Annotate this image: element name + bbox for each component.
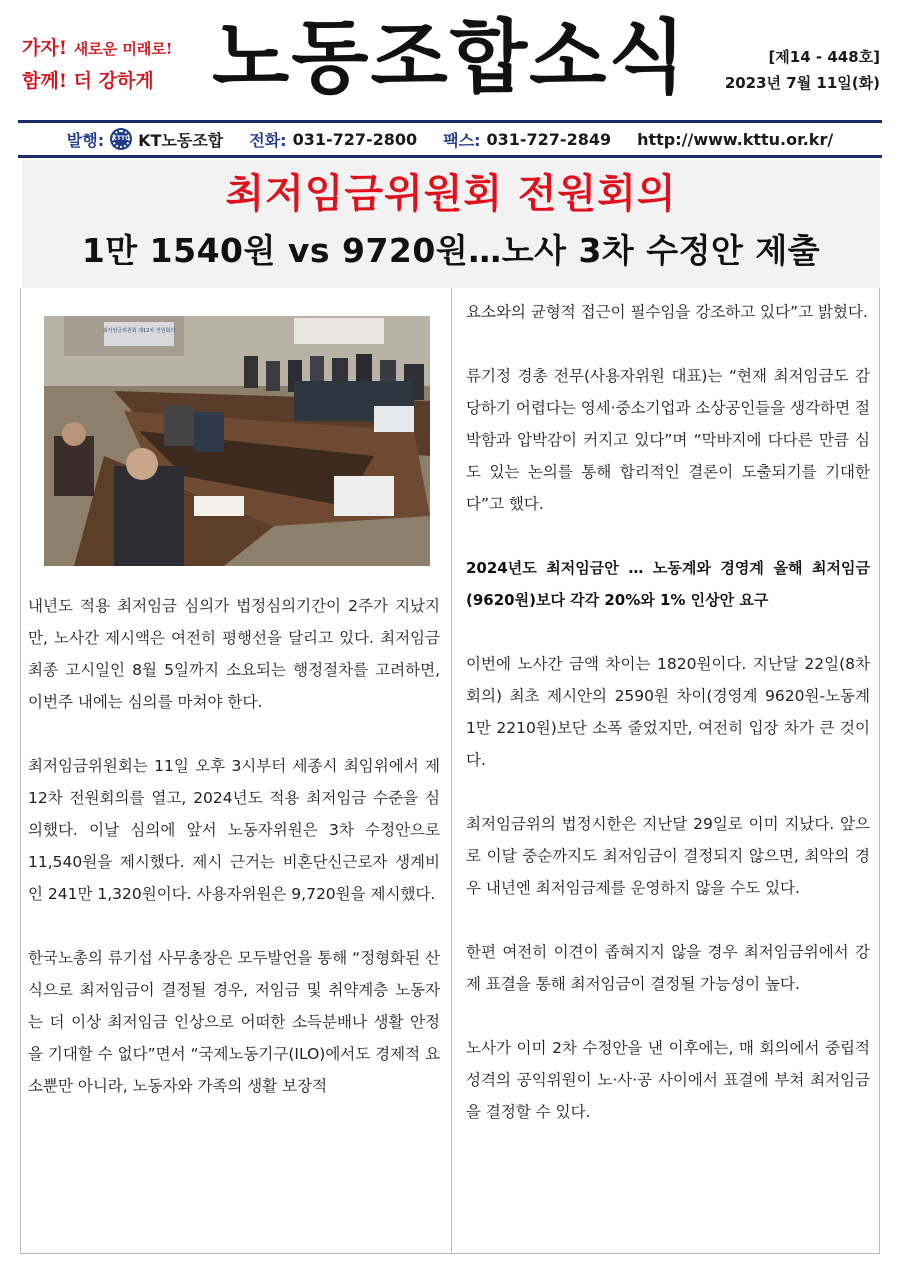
fax-number: 031-727-2849 bbox=[486, 129, 612, 149]
slogan bbox=[22, 32, 202, 97]
top-rule bbox=[18, 120, 882, 123]
slogan-line1-b: 새로운 미래로! bbox=[73, 40, 173, 58]
headline-box bbox=[22, 160, 880, 288]
photo-sign-text: 최저임금위원회 제12차 전원회의 bbox=[102, 328, 176, 334]
article-paragraph: 최저임금위원회는 11일 오후 3시부터 세종시 최임위에서 제12차 전원회의를 열고, 2024년도 적용 최저임금 수준을 심의했다. 이날 심의에 앞서 노동자위원은 3차 수정안으로 11,540원을 제시했다. 제시 근거는 비혼단신근로자 생계비인 241만 1,320원이다. 사용자위원은 9,720원을 제시했다. bbox=[28, 757, 440, 903]
phone-number: 031-727-2800 bbox=[292, 129, 418, 149]
kttu-logo-icon bbox=[110, 128, 132, 150]
article-paragraph: 최저임금위의 법정시한은 지난달 29일로 이미 지났다. 앞으로 이달 중순까지도 최저임금이 결정되지 않으면, 최악의 경우 내년엔 최저임금제를 운영하지 않을 수도 있다. bbox=[466, 815, 870, 897]
website-link[interactable]: http://www.kttu.or.kr/ bbox=[637, 129, 834, 149]
phone-label: 전화: bbox=[249, 130, 287, 150]
newsletter-title: 노동조합소식 bbox=[212, 11, 688, 104]
publisher-bar bbox=[18, 125, 882, 153]
issue-number: [제14 - 448호] bbox=[768, 48, 880, 66]
headline-main: 최저임금위원회 전원회의 bbox=[225, 171, 677, 217]
publisher-name: KT노동조합 bbox=[138, 130, 224, 150]
article-paragraph: 노사가 이미 2차 수정안을 낸 이후에는, 매 회의에서 중립적 성격의 공익위원이 노·사·공 사이에서 표결에 부쳐 최저임금을 결정할 수 있다. bbox=[466, 1039, 870, 1121]
publisher-label: 발행: bbox=[66, 130, 105, 150]
article-paragraph: 이번에 노사간 금액 차이는 1820원이다. 지난달 22일(8차 회의) 최초 제시안의 2590원 차이(경영계 9620원-노동계 1만 2210원)보단 소폭 줄었지만, 여전히 입장 차가 큰 것이다. bbox=[466, 655, 870, 769]
bottom-rule bbox=[18, 155, 882, 158]
article-paragraph: 내년도 적용 최저임금 심의가 법정심의기간이 2주가 지났지만, 노사간 제시액은 여전히 평행선을 달리고 있다. 최저임금 최종 고시일인 8월 5일까지 소요되는 행정절차를 고려하면, 이번주 내에는 심의를 마쳐야 한다. bbox=[28, 597, 440, 711]
article-paragraph: 한국노총의 류기섭 사무총장은 모두발언을 통해 “정형화된 산식으로 최저임금이 결정될 경우, 저임금 및 취약계층 노동자는 더 이상 최저임금 인상으로 어떠한 소득분배나 생활 안정을 기대할 수 없다”면서 “국제노동기구(ILO)에서도 경제적 요소뿐만 아니라, 노동자와 가족의 생활 보장적 bbox=[28, 949, 440, 1095]
fax-label: 팩스: bbox=[443, 130, 481, 150]
article-paragraph: 류기정 경총 전무(사용자위원 대표)는 “현재 최저임금도 감당하기 어렵다는 영세·중소기업과 소상공인들을 생각하면 절박함과 압박감이 커지고 있다”며 “막바지에 다다른 만큼 심도 있는 논의를 통해 합리적인 결론이 도출되기를 기대한다”고 했다. bbox=[466, 367, 870, 513]
logo-text: KTTU bbox=[112, 135, 131, 142]
slogan-line2: 함께! 더 강하게 bbox=[22, 70, 154, 92]
column-divider bbox=[451, 288, 452, 1254]
meeting-photo-illustration bbox=[44, 316, 430, 566]
headline-sub: 1만 1540원 vs 9720원…노사 3차 수정안 제출 bbox=[81, 231, 821, 270]
article-paragraph: 요소와의 균형적 접근이 필수임을 강조하고 있다”고 밝혔다. bbox=[466, 303, 868, 321]
issue-info bbox=[700, 44, 880, 96]
slogan-line1-a: 가자! bbox=[22, 37, 68, 59]
article-paragraph: 한편 여전히 이견이 좁혀지지 않을 경우 최저임금위에서 강제 표결을 통해 최저임금이 결정될 가능성이 높다. bbox=[466, 943, 870, 993]
issue-date: 2023년 7월 11일(화) bbox=[724, 74, 880, 92]
article-left-column bbox=[28, 590, 440, 1134]
meeting-photo bbox=[44, 316, 430, 566]
article-subheading: 2024년도 최저임금안 … 노동계와 경영계 올해 최저임금(9620원)보다 각각 20%와 1% 인상안 요구 bbox=[466, 559, 870, 609]
article-right-column bbox=[466, 296, 870, 1160]
